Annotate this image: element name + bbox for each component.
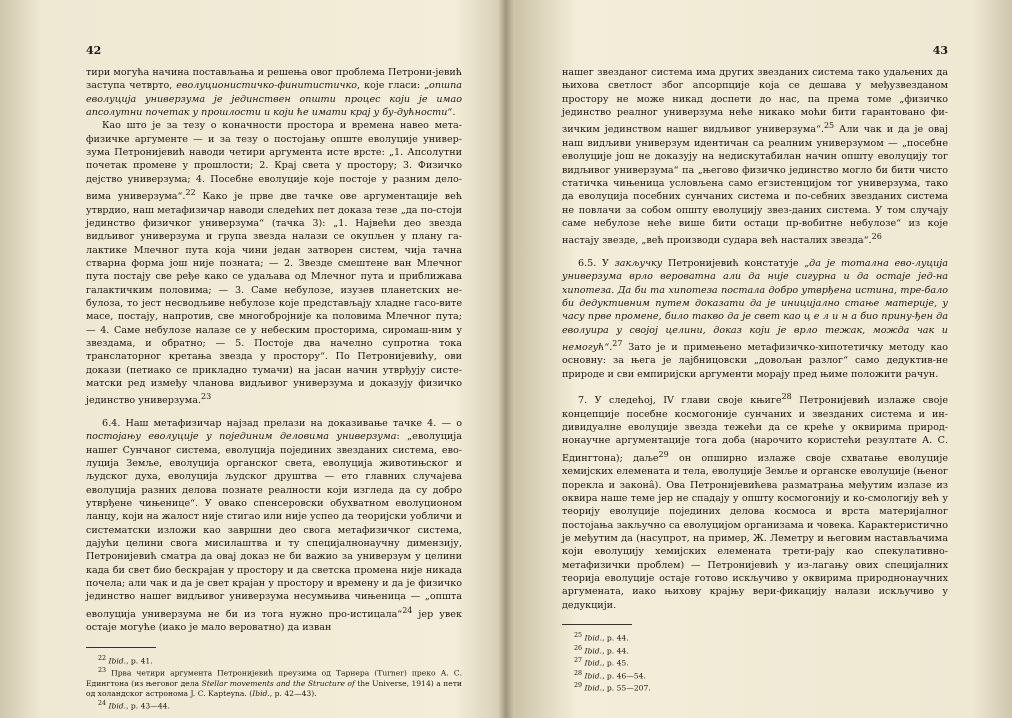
italic-text: постојању еволуције у појединим деловима универзума	[86, 431, 397, 443]
footnote-ref: 26	[574, 644, 583, 652]
footnote	[562, 681, 948, 694]
text-run: , p. 43—44.	[126, 701, 170, 711]
text-run: Али чак и да је овај наш видљиви универзум идентичан са реалним универзумом — „посебне еволуције још не доказују на недискутабилан начин општу еволуцију тог видљивог универзума“ па „његово физичко јединство могло би бити чисто статичка чињеница условљена само егзистенцијом тог универзума, тако да еволуција посебних сунчаних система и по-себних звезданих система не повлачи за собом општу еволуцију звез-даних система. У том случају саме небулозе неће више бити остаци пр-вобитне небулозе“ из које настају звезде, „већ производи судара већ насталих звезда“.	[562, 124, 948, 247]
text-run: он опширно излаже своје схватање еволуције хемијских елемената и тела, еволуције Земље и органске еволуције (њеног порекла и законâ). Ова Петронијевићева разматрања међутим излазе из оквира наше теме јер не спадају у општу космогонију и ко-смологију већ у теорију еволуције појединих делова космоса и врста материјалног постојања закључно са еволуцијом организама и човека. Карактеристично је међутим да (насупрот, на пример, Ж. Леметру и његовим настављачима који еволуцију хемијских елемената трети-рају као спекулативно-метафизички проблем) — Петронијевић у из-лагању ових специјалних теорија еволуције остаје готово искључиво у оквирима природнонаучних аргумената, иако њихову крајњу вери-фикацију налази искључиво у дедукцији.	[562, 452, 948, 611]
italic-text: Stellar movements and the Structure of	[201, 678, 355, 688]
text-run: , p. 42—43).	[269, 688, 317, 698]
italic-text: Ibid.	[584, 683, 603, 693]
text-run: , које гласи:	[357, 80, 425, 92]
right-page	[506, 0, 1012, 718]
text-run: , p. 46—54.	[602, 671, 646, 681]
footnote-ref: 27	[574, 657, 583, 665]
italic-text: Ibid.	[584, 646, 603, 656]
footnote-rule	[562, 624, 632, 625]
text-run: Зато је и примењено метафизичко-хипотетичку методу као основну: за њега је лајбницовски „довољан разлог“ само дедуктив-не природе и сви емпиријски аргументи морају пред њиме положити рачун.	[562, 342, 948, 380]
footnote	[562, 656, 948, 669]
italic-text: закључку	[614, 257, 663, 269]
text-run: јер увек остаје могуће (иако је мало вероватно) да изван	[86, 608, 462, 634]
footnotes	[562, 631, 948, 694]
italic-text: Ibid.	[584, 658, 603, 668]
text-run: , p. 44.	[602, 633, 629, 643]
footnote-ref: 29	[658, 449, 669, 459]
footnote-ref: 23	[98, 667, 107, 675]
footnote-ref: 28	[781, 392, 792, 402]
footnote	[86, 699, 462, 712]
italic-text: еволуционистичко-финитистичко	[176, 80, 358, 92]
text-run: Петронијевић излаже своје концепције посебне космогоније сунчаних и звезданих система и ин-дивидуалне еволуције звезда тежећи да се креће у оквирима природ-нонаучне аргументације тога доба (нарочито користећи резултате А. С. Едингтона); даље	[562, 395, 949, 464]
footnotes	[86, 654, 462, 712]
footnote-ref: 28	[574, 669, 583, 677]
text-run: тири могућа начина постављања и решења овог проблема Петрони-јевић заступа четврто,	[86, 67, 462, 92]
text-run: , p. 55—207.	[602, 683, 651, 693]
footnote-ref: 25	[574, 632, 583, 639]
text-run: Као што је за тезу о коначности простора и времена навео мета-физичке аргументе — и за тезу о постојању опште еволуције универ-зума Петронијевић наводи четири аргумента исте врсте: „1. Апсолутни почетак промене у прошлости; 2. Крај света у простору; 3. Физичко дејство универзума; 4. Посебне еволуције које постоје у разним дело-вима универзума“.	[86, 120, 462, 203]
body-text	[562, 66, 948, 612]
footnote-ref: 26	[871, 232, 882, 242]
text-run: 6.4. Наш метафизичар најзад прелази на доказивање тачке 4. — о	[102, 417, 462, 429]
italic-text: Ibid.	[584, 633, 603, 643]
footnote	[562, 631, 948, 644]
page-number: 42	[86, 44, 102, 57]
text-run: 6.5. У	[578, 257, 615, 269]
paragraph	[562, 390, 948, 612]
text-run: , p. 45.	[602, 658, 629, 668]
text-run: : „еволуција нашег Сунчаног система, еволуција појединих звезданих система, ево-луција Земље, еволуција органског света, еволуција животињског и људског духа, еволуција људског друштва — ето главних случајева еволуција разних делова познате реалности који изгледа да су добро утврђене чињенице“. У овако спенсеровски обухватном еволуционом ланцу, који на жалост није стигао или није успео да теоријски уобличи и систематски изложи као завршни део свога метафизичког система, дајући целини свога мисилаштва и ту специјалнонаучну димензију, Петронијевић смaтра да овај доказ не би важио за универзум у целини када би свет био бескрајан у простору и да светска промена није никада почела; али чак и да је свет крајан у простору и времену и да је физичко јединство нашег видљивог универзума несумњива чињеница — „општа еволуција универзума не би из тога нужно про-истицала“	[86, 431, 462, 620]
page-number: 43	[932, 44, 948, 57]
footnote-ref: 29	[574, 682, 583, 690]
text-run: , p. 41.	[126, 656, 153, 666]
paragraph	[562, 257, 948, 381]
text-run: Прва четири аргумента Петронијевић преузима од Тарнера (Turner) преко А. С. Едингтона (из његовог дела	[86, 668, 462, 688]
footnote	[562, 669, 948, 682]
italic-text: Ibid.	[108, 701, 127, 711]
text-run: the Universe, 1914) а пети од холандског астронома J. C. Kapteyna. (	[86, 678, 462, 698]
paragraph	[86, 417, 462, 635]
paragraph	[86, 119, 462, 408]
text-run: Петронијевић констатује	[662, 257, 805, 269]
paragraph	[562, 66, 948, 248]
footnote	[86, 654, 462, 667]
footnote-ref: 24	[402, 605, 413, 615]
text-run: , p. 44.	[602, 646, 629, 656]
paragraph	[86, 66, 462, 119]
text-run: 7. У следећој, IV глави своје књиге	[578, 395, 782, 407]
italic-text: „опшпа еволуција универзума је јединствен општи процес који је имао апсолутни почетак у прошлости и који ће имати крај у бу-дућности“.	[86, 80, 462, 119]
body-text	[86, 66, 462, 635]
footnote	[86, 666, 462, 699]
footnote-ref: 22	[185, 188, 196, 198]
italic-text: Ibid.	[108, 656, 127, 666]
italic-text: Ibid.	[252, 688, 270, 698]
italic-text: „да је тотална ево-луција универзума врло вероватна али да није сигурна и да остаје јед-на хипотеза. Да би та хипотеза постала добро утврђена истина, тре-бало би дедуктивним путем доказати да је иницијално стање материје, у часу прве промене, било такво да је свет као ц е л и н а био прину-ђен да еволуира у својој целини, доказ који је врло тежак, можда чак и немогућ“.	[562, 257, 948, 354]
footnote-ref: 24	[98, 699, 107, 707]
italic-text: Ibid.	[584, 671, 603, 681]
footnote-ref: 27	[612, 338, 623, 348]
footnote-ref: 25	[823, 121, 835, 131]
footnote-ref: 23	[201, 392, 212, 402]
footnote	[562, 644, 948, 657]
footnote-ref: 22	[98, 654, 107, 662]
footnote-rule	[86, 647, 156, 648]
text-run: Како је прве две тачке ове аргументације већ утврдио, наш метафизичар наводи следећих пет доказа тезе „да по-стоји јединство физичког универзума“ (тачка 3): „1. Највећи део звезда видљивог универзума и група звезда налази се окупљен у плану га-лактике Млечног пута која чини један затворен систем, чија тачна стварна форма још није позната; — 2. Звезде смештене ван Млечног пута постају све ређе како се удаљава од Млечног пута и приближава галактичким половима; — 3. Саме небулозе, изузев планетских не-булоза, то јест несводљиве небулозе које представљају хладне гасо-вите масе, постају, напротив, све многобројније ка половима Млечног пута; — 4. Саме небулозе налазе се у небеским просторима, сиромаш-ним у звездама, и обратно; — 5. Постоје два начелно супротна тока транслаторног кретања звезда у простору“. По Петронијевићу, ови докази (петиако се прикладно тумачи) на јасан начин утврђују систе-матски ред између чланова видљивог универзума и доказују физичко јединство универзума.	[86, 191, 462, 407]
text-run: нашег звезданог система има других звезданих система тако удаљених да њихова светлост због апсорпције која се дешава у међузвезданом простору не може никад доспети до нас, па према томе „физичко јединство реалног универзума неће никако моћи бити гарантовано фи-зичким јединством нашег видљивог универзума“.	[562, 67, 948, 136]
